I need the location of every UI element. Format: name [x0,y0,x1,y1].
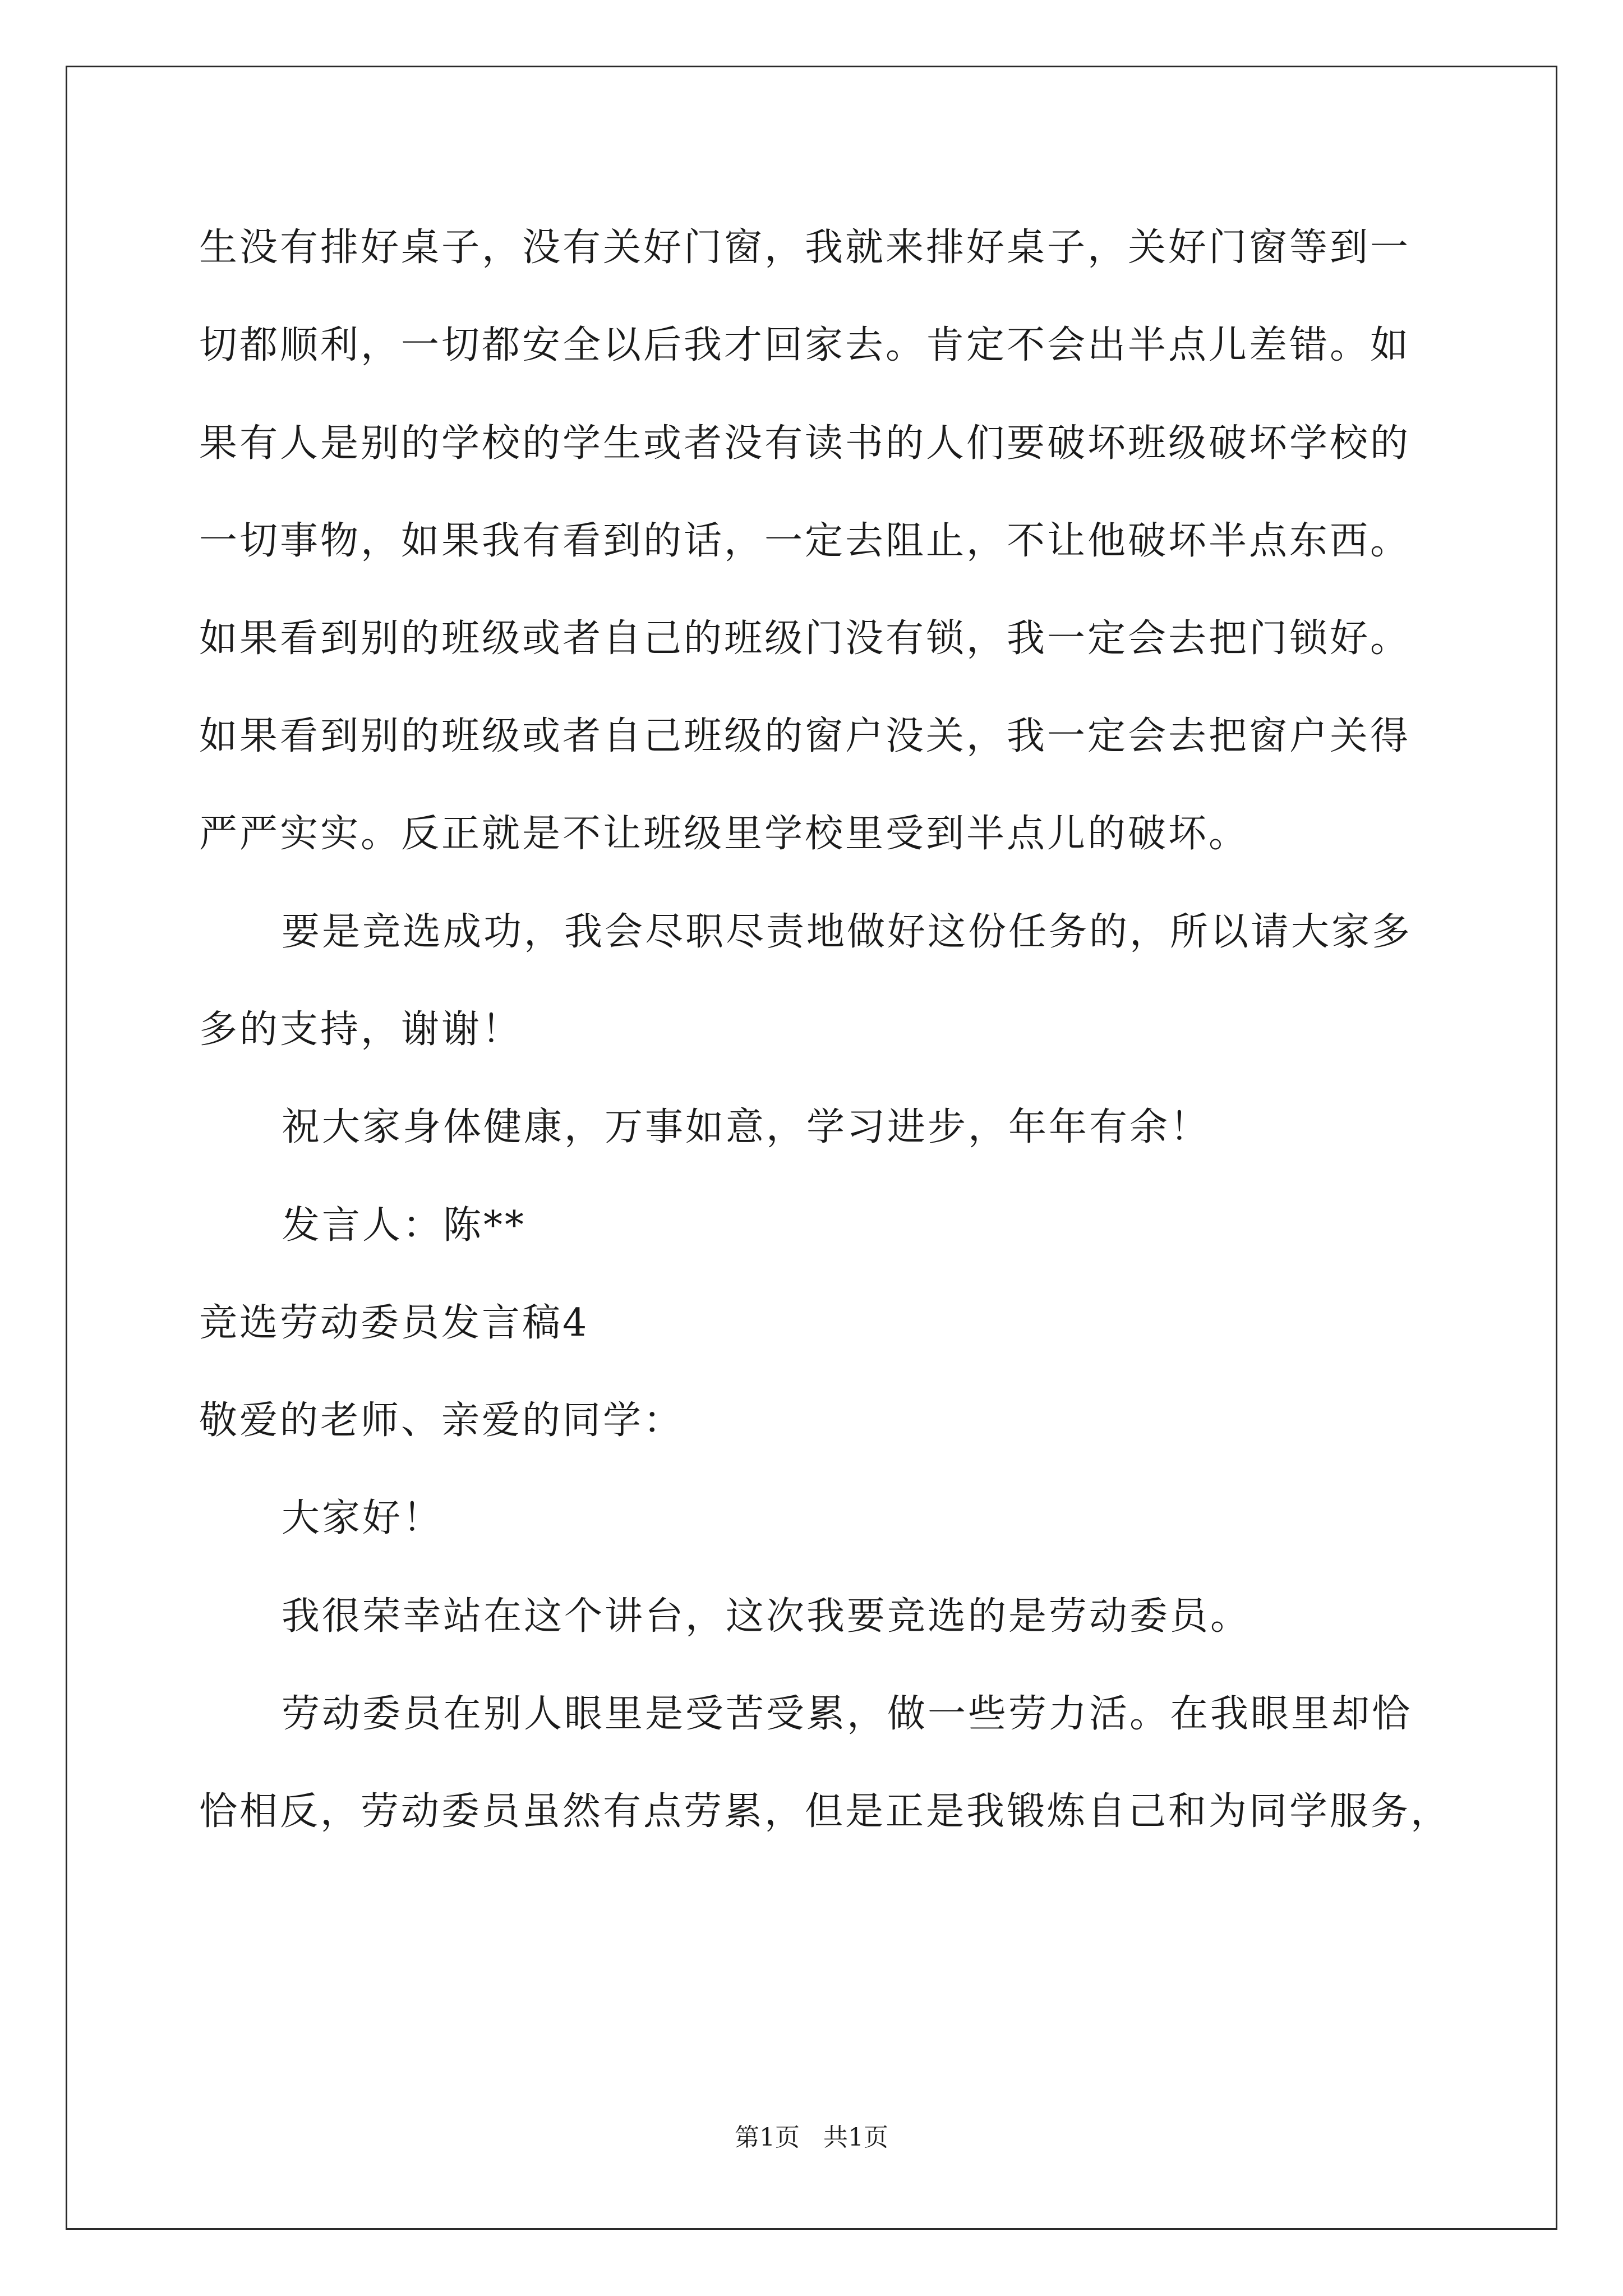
page-footer: 第1页 共1页 [735,2123,888,2152]
body-line: 果有人是别的学校的学生或者没有读书的人们要破坏班级破坏学校的 [199,421,1411,466]
body-line: 切都顺利，一切都安全以后我才回家去。肯定不会出半点儿差错。如 [199,323,1411,367]
section-title: 竞选劳动委员发言稿4 [199,1301,589,1345]
paragraph-first-line: 要是竞选成功，我会尽职尽责地做好这份任务的，所以请大家多 [282,910,1413,954]
salutation: 敬爱的老师、亲爱的同学： [199,1398,684,1443]
body-line: 一切事物，如果我有看到的话，一定去阻止，不让他破坏半点东西。 [199,519,1411,563]
body-line: 生没有排好桌子，没有关好门窗，我就来排好桌子，关好门窗等到一 [199,226,1411,270]
greeting: 大家好！ [282,1496,444,1540]
paragraph-first-line: 我很荣幸站在这个讲台，这次我要竞选的是劳动委员。 [282,1594,1251,1639]
body-line: 如果看到别的班级或者自己的班级门没有锁，我一定会去把门锁好。 [199,616,1411,661]
paragraph-first-line: 祝大家身体健康，万事如意，学习进步，年年有余！ [282,1105,1211,1149]
body-line: 严严实实。反正就是不让班级里学校里受到半点儿的破坏。 [199,812,1249,856]
body-line: 恰相反，劳动委员虽然有点劳累，但是正是我锻炼自己和为同学服务， [199,1789,1451,1834]
paragraph-first-line: 劳动委员在别人眼里是受苦受累，做一些劳力活。在我眼里却恰 [282,1692,1413,1736]
body-line: 如果看到别的班级或者自己班级的窗户没关，我一定会去把窗户关得 [199,714,1411,758]
body-line: 多的支持，谢谢！ [199,1007,523,1052]
speaker-line: 发言人：陈** [282,1203,527,1248]
